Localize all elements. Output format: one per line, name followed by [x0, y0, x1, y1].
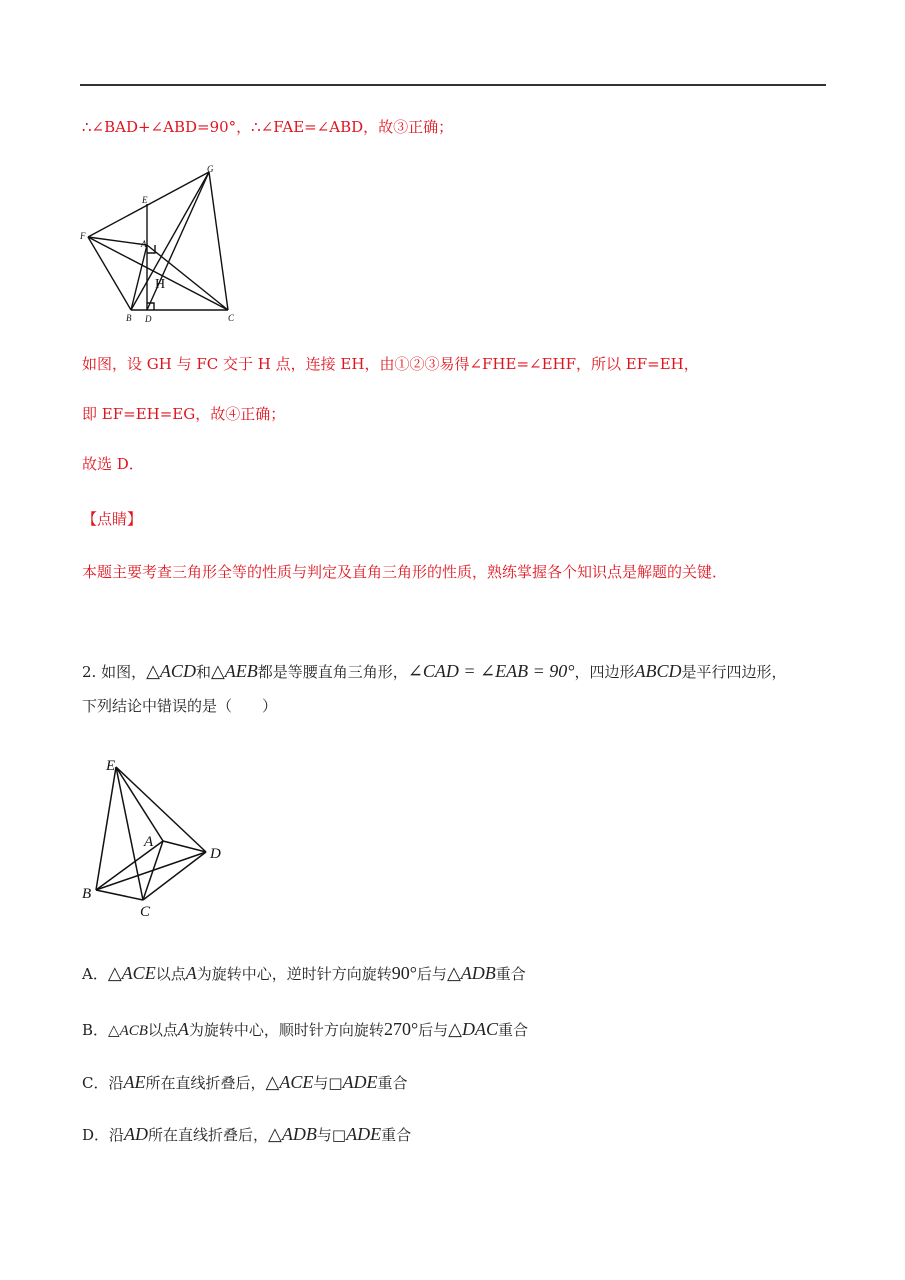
question-2-line-2: 下列结论中错误的是（ ）: [82, 697, 278, 715]
option-a[interactable]: [82, 963, 526, 984]
option-a-angle: 90°: [391, 963, 417, 983]
option-a-text-2: 为旋转中心，逆时针方向旋转: [196, 965, 392, 983]
fig2-line-BC: [96, 890, 143, 900]
option-a-text-4: 重合: [495, 965, 526, 983]
option-a-point: A: [185, 963, 197, 983]
option-a-tri-2: △ADB: [446, 963, 496, 983]
option-c-line: AE: [123, 1072, 146, 1092]
question-2-stem: [82, 661, 786, 682]
fig1-label-F: F: [80, 231, 86, 241]
tip-heading: 【点睛】: [82, 510, 143, 528]
fig2-label-D: D: [210, 846, 221, 862]
option-b-tri-2: △DAC: [448, 1019, 498, 1039]
fig2-label-C: C: [140, 904, 151, 920]
solution-line-2: 如图，设 GH 与 FC 交于 H 点，连接 EH，由①②③易得∠FHE=∠EHF，所以 EF=EH，: [82, 355, 699, 373]
fig2-line-CD: [143, 852, 206, 900]
fig1-label-A: A: [141, 239, 147, 249]
option-d-text-3: 重合: [381, 1126, 412, 1144]
option-b-prefix: B．: [82, 1021, 109, 1039]
option-b[interactable]: [82, 1019, 528, 1041]
option-d-missing-glyph: □: [331, 1126, 347, 1144]
stem-comma: ，四边形: [574, 663, 635, 681]
option-a-prefix: A．: [82, 965, 108, 983]
tri-aeb: △AEB: [210, 661, 258, 681]
option-c-tri: △ACE: [265, 1072, 314, 1092]
fig2-label-B: B: [82, 886, 92, 902]
option-d-text-1: 所在直线折叠后，: [148, 1126, 269, 1144]
option-c-missing-glyph: □: [328, 1074, 343, 1092]
fig2-label-A: A: [144, 834, 154, 850]
option-c-tri-2: ADE: [342, 1072, 378, 1092]
option-a-text-3: 后与: [416, 965, 447, 983]
fig1-line-AB: [131, 245, 147, 310]
fig2-line-ED: [116, 767, 206, 852]
stem-and: 和: [195, 663, 211, 681]
option-a-text-1: 以点: [155, 965, 186, 983]
option-d-line: AD: [124, 1124, 149, 1144]
option-c-text-1: 所在直线折叠后，: [145, 1074, 266, 1092]
option-c-text-3: 重合: [377, 1074, 408, 1092]
option-c-prefix: C．沿: [82, 1074, 124, 1092]
figure-2: [78, 752, 238, 922]
fig1-label-G: G: [207, 164, 214, 174]
tri-acd: △ACD: [146, 661, 196, 681]
option-a-tri: △ACE: [107, 963, 156, 983]
option-b-angle: 270°: [383, 1019, 419, 1039]
fig1-label-C: C: [228, 313, 235, 323]
header-rule: [80, 84, 826, 86]
option-d[interactable]: [82, 1124, 411, 1145]
option-b-point: A: [177, 1019, 189, 1039]
tip-text: 本题主要考查三角形全等的性质与判定及直角三角形的性质，熟练掌握各个知识点是解题的关键．: [82, 563, 728, 581]
option-b-text-3: 后与: [418, 1021, 449, 1039]
fig1-label-H: H: [155, 277, 166, 292]
solution-line-4: 故选 D．: [82, 455, 144, 473]
quad-abcd: ABCD: [634, 661, 682, 681]
fig1-line-GC: [209, 172, 228, 310]
option-d-tri: △ADB: [268, 1124, 317, 1144]
option-c[interactable]: [82, 1072, 408, 1093]
fig1-label-D: D: [145, 314, 152, 324]
fig2-line-BD: [96, 852, 206, 890]
question-number: 2. 如图，: [82, 663, 147, 681]
fig2-label-E: E: [106, 758, 116, 774]
option-c-text-2: 与: [313, 1074, 329, 1092]
fig1-label-B: B: [126, 313, 132, 323]
stem-mid: 都是等腰直角三角形，: [257, 663, 408, 681]
option-d-prefix: D．沿: [82, 1126, 125, 1144]
option-b-tri: △ACB: [108, 1023, 148, 1039]
solution-line-3: 即 EF=EH=EG，故④正确；: [82, 405, 286, 423]
option-b-text-2: 为旋转中心，顺时针方向旋转: [188, 1021, 384, 1039]
figure-1: [78, 160, 248, 330]
option-b-text-1: 以点: [147, 1021, 178, 1039]
option-b-text-4: 重合: [498, 1021, 529, 1039]
solution-line-1: ∴∠BAD+∠ABD=90°，∴∠FAE=∠ABD，故③正确；: [82, 118, 454, 136]
fig2-line-EB: [96, 767, 116, 890]
angle-equation: ∠CAD = ∠EAB = 90°: [407, 661, 575, 681]
option-d-text-2: 与: [316, 1126, 332, 1144]
fig1-label-E: E: [142, 195, 148, 205]
stem-end: 是平行四边形，: [681, 663, 787, 681]
option-d-tri-2: ADE: [346, 1124, 382, 1144]
